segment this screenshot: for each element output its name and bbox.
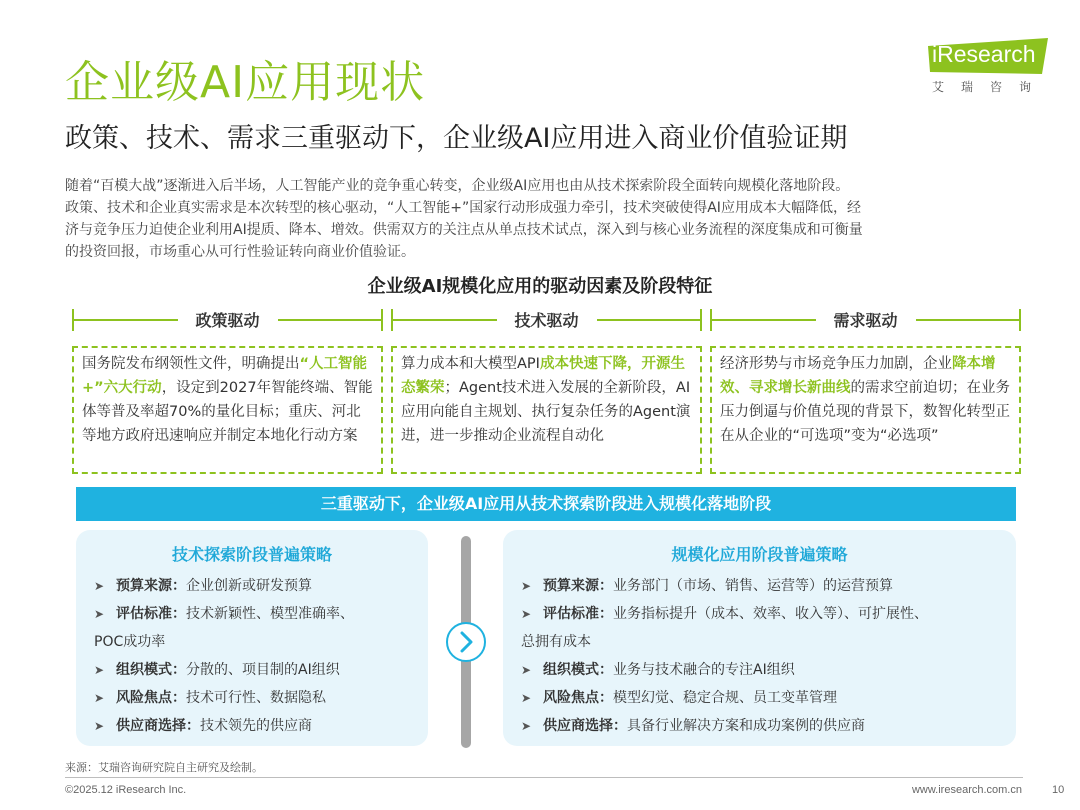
arrow-bullet-icon: ➤ [94,663,105,677]
driver-box-tech [391,346,702,474]
list-item [521,712,928,740]
driver-label: 政策驱动 [177,308,277,331]
driver-header-demand [710,304,1021,334]
item-key: 风险焦点： [116,690,186,706]
arrow-bullet-icon: ➤ [94,691,105,705]
arrow-bullet-icon: ➤ [94,719,105,733]
intro-line: 济与竞争压力迫使企业利用AI提质、降本、增效。供需双方的关注点从单点技术试点，深入到与核心业务流程的深度集成和可衡量 [65,222,863,238]
page-title: 企业级AI应用现状 [65,57,426,108]
item-key: 评估标准： [116,606,186,622]
driver-text: 的需求空前迫切；在业务压力倒逼与价值兑现的背景下，数智化转型正在从企业的“可选项”变为“必选项” [720,380,1010,444]
intro-paragraph [65,175,1025,263]
driver-text: 经济形势与市场竞争压力加剧，企业 [720,356,952,372]
strategy-list [521,572,928,740]
header-rule-end [710,309,712,331]
driver-text: 国务院发布纲领性文件，明确提出 [82,356,300,372]
item-value: 技术可行性、数据隐私 [186,690,326,706]
item-value: 企业创新或研发预算 [186,578,312,594]
source-note: 来源：艾瑞咨询研究院自主研究及绘制。 [65,761,263,774]
driver-label: 技术驱动 [496,308,596,331]
header-rule-end [700,309,702,331]
iresearch-logo [928,38,1048,98]
header-rule-end [391,309,393,331]
item-value: 分散的、项目制的AI组织 [186,662,340,678]
item-key: 供应商选择： [116,718,200,734]
arrow-bullet-icon: ➤ [521,663,532,677]
driver-header-policy [72,304,383,334]
item-key: 预算来源： [543,578,613,594]
item-key: 风险焦点： [543,690,613,706]
strategy-list [94,572,354,740]
stage-transition-banner: 三重驱动下，企业级AI应用从技术探索阶段进入规模化落地阶段 [76,487,1016,521]
item-value: 具备行业解决方案和成功案例的供应商 [627,718,865,734]
item-value: 业务指标提升（成本、效率、收入等）、可扩展性、 [613,606,928,622]
list-item [94,684,354,712]
driver-box-policy [72,346,383,474]
driver-text: ，设定到2027年智能终端、智能体等普及率超70%的量化目标；重庆、河北等地方政府迅速响应并制定本地化行动方案 [82,380,373,444]
footer-divider [65,777,1023,778]
driver-header-tech [391,304,702,334]
item-key: 组织模式： [116,662,186,678]
website-link[interactable]: www.iresearch.com.cn [911,784,1022,796]
item-key: 评估标准： [543,606,613,622]
driver-highlight: 降本增效、寻求增长新曲线 [720,356,996,396]
list-item [94,656,354,684]
driver-box-demand [710,346,1021,474]
list-item [94,712,354,740]
list-item [521,684,928,712]
item-value: 业务部门（市场、销售、运营等）的运营预算 [613,578,893,594]
item-value: 业务与技术融合的专注AI组织 [613,662,795,678]
header-rule-end [381,309,383,331]
driver-text: 算力成本和大模型API [401,356,540,372]
stage-panel-scale [503,530,1016,746]
driver-text: ；Agent技术进入发展的全新阶段，AI应用向能自主规划、执行复杂任务的Agent演进，进一步推动企业流程自动化 [401,380,691,444]
arrow-bullet-icon: ➤ [521,719,532,733]
item-key: 预算来源： [116,578,186,594]
list-item-continuation: POC成功率 [94,634,166,650]
list-item [521,572,928,600]
arrow-bullet-icon: ➤ [521,579,532,593]
stage-panel-title: 规模化应用阶段普遍策略 [671,545,848,564]
list-item [94,572,354,600]
arrow-bullet-icon: ➤ [94,607,105,621]
intro-line: 的投资回报，市场重心从可行性验证转向商业价值验证。 [65,244,415,260]
list-item [521,600,928,628]
item-value: 技术领先的供应商 [200,718,312,734]
arrow-bullet-icon: ➤ [94,579,105,593]
intro-line: 政策、技术和企业真实需求是本次转型的核心驱动，“人工智能+”国家行动形成强力牵引，技术突破使得AI应用成本大幅降低，经 [65,200,861,216]
stage-panel-title: 技术探索阶段普遍策略 [171,545,332,564]
arrow-bullet-icon: ➤ [521,607,532,621]
list-item [521,656,928,684]
item-key: 组织模式： [543,662,613,678]
page-number: 10 [1052,784,1065,796]
header-rule-end [1019,309,1021,331]
header-rule-end [72,309,74,331]
page-subtitle: 政策、技术、需求三重驱动下，企业级AI应用进入商业价值验证期 [65,123,848,154]
item-value: 技术新颖性、模型准确率、 [186,606,354,622]
arrow-bullet-icon: ➤ [521,691,532,705]
list-item [94,600,354,628]
driver-highlight: “人工智能+”六大行动 [82,356,368,396]
section-title: 企业级AI规模化应用的驱动因素及阶段特征 [367,276,713,297]
copyright-text: ©2025.12 iResearch Inc. [65,784,187,796]
stage-panel-exploration [76,530,428,746]
list-item-continuation: 总拥有成本 [521,634,591,650]
chevron-right-icon [446,622,486,662]
driver-highlight: 成本快速下降，开源生态繁荣 [401,356,685,396]
intro-line: 随着“百模大战”逐渐进入后半场，人工智能产业的竞争重心转变，企业级AI应用也由从技术探索阶段全面转向规模化落地阶段。 [65,178,850,194]
item-key: 供应商选择： [543,718,627,734]
logo-text: iResearch [932,41,1036,67]
item-value: 模型幻觉、稳定合规、员工变革管理 [613,690,837,706]
logo-cn-text: 艾瑞咨询 [932,80,1049,94]
driver-label: 需求驱动 [815,308,915,331]
